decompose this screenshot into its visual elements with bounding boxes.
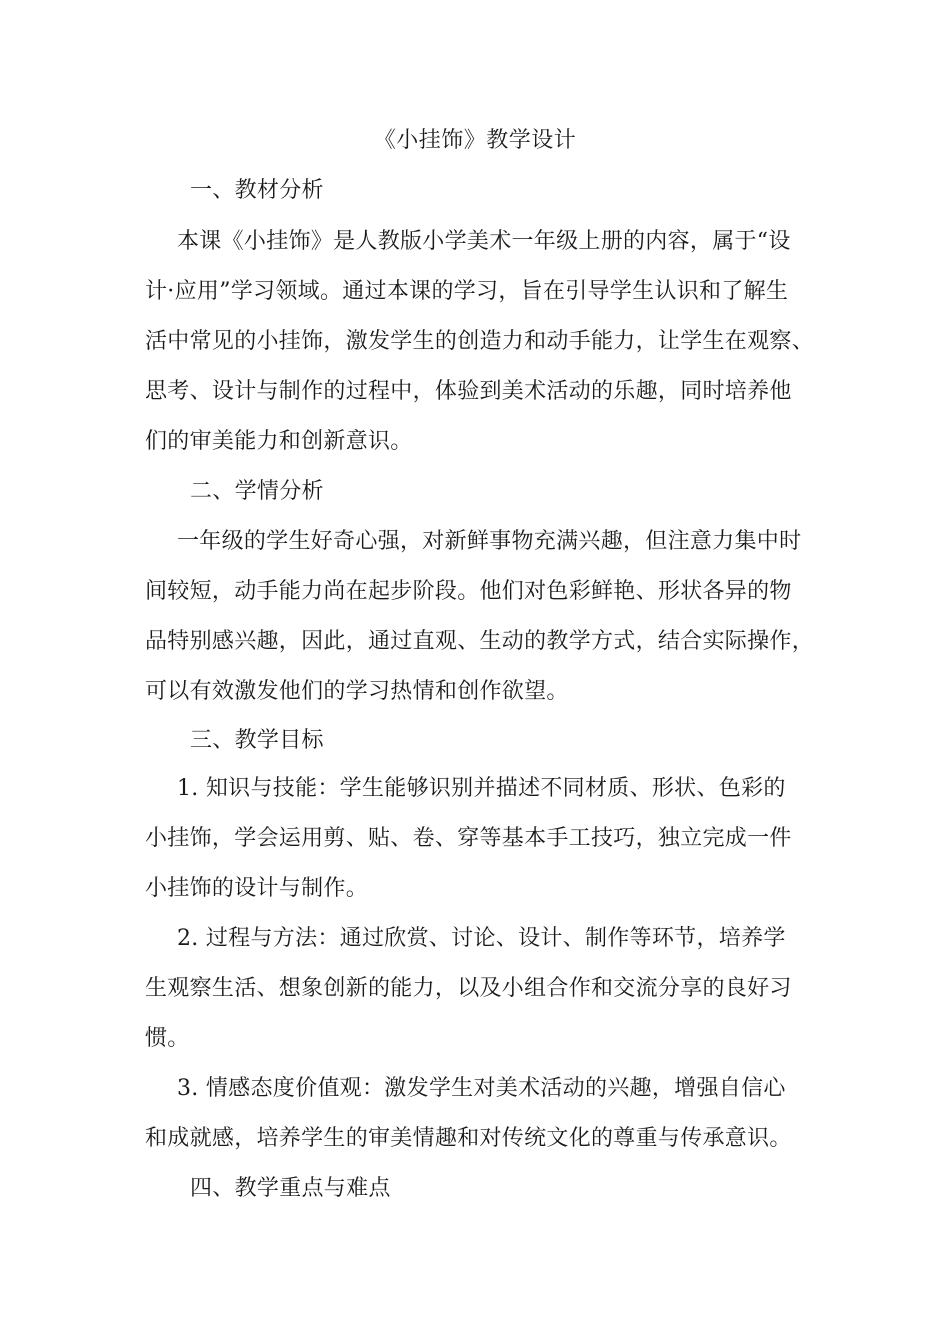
paragraph-line: 品特别感兴趣，因此，通过直观、生动的教学方式，结合实际操作， [145,629,815,654]
paragraph-line: 计·应用”学习领域。通过本课的学习，旨在引导学生认识和了解生 [145,279,789,304]
paragraph-line: 间较短，动手能力尚在起步阶段。他们对色彩鲜艳、形状各异的物 [145,579,792,604]
goal-line: 小挂饰，学会运用剪、贴、卷、穿等基本手工技巧，独立完成一件 [145,826,792,851]
paragraph-line: 们的审美能力和创新意识。 [145,429,413,454]
paragraph-line: 活中常见的小挂饰，激发学生的创造力和动手能力，让学生在观察、 [145,329,815,354]
section-heading-key-points: 四、教学重点与难点 [190,1176,391,1201]
goal-line: 生观察生活、想象创新的能力，以及小组合作和交流分享的良好习 [145,976,792,1001]
section-heading-student-analysis: 二、学情分析 [190,479,324,504]
goal-line: 惯。 [145,1026,190,1051]
section-heading-textbook-analysis: 一、教材分析 [190,178,324,203]
paragraph-line: 一年级的学生好奇心强，对新鲜事物充满兴趣，但注意力集中时 [177,529,802,554]
paragraph-line: 可以有效激发他们的学习热情和创作欲望。 [145,679,569,704]
document-title: 《小挂饰》教学设计 [373,128,577,153]
goal-line: 和成就感，培养学生的审美情趣和对传统文化的尊重与传承意识。 [145,1126,792,1151]
section-heading-teaching-goals: 三、教学目标 [190,728,324,753]
goal-line: 1. 知识与技能：学生能够识别并描述不同材质、形状、色彩的 [177,776,786,801]
goal-line: 2. 过程与方法：通过欣赏、讨论、设计、制作等环节，培养学 [177,926,786,951]
goal-line: 3. 情感态度价值观：激发学生对美术活动的兴趣，增强自信心 [177,1076,786,1101]
paragraph-line: 本课《小挂饰》是人教版小学美术一年级上册的内容，属于“设 [177,229,791,254]
paragraph-line: 思考、设计与制作的过程中，体验到美术活动的乐趣，同时培养他 [145,379,792,404]
goal-line: 小挂饰的设计与制作。 [145,876,369,901]
